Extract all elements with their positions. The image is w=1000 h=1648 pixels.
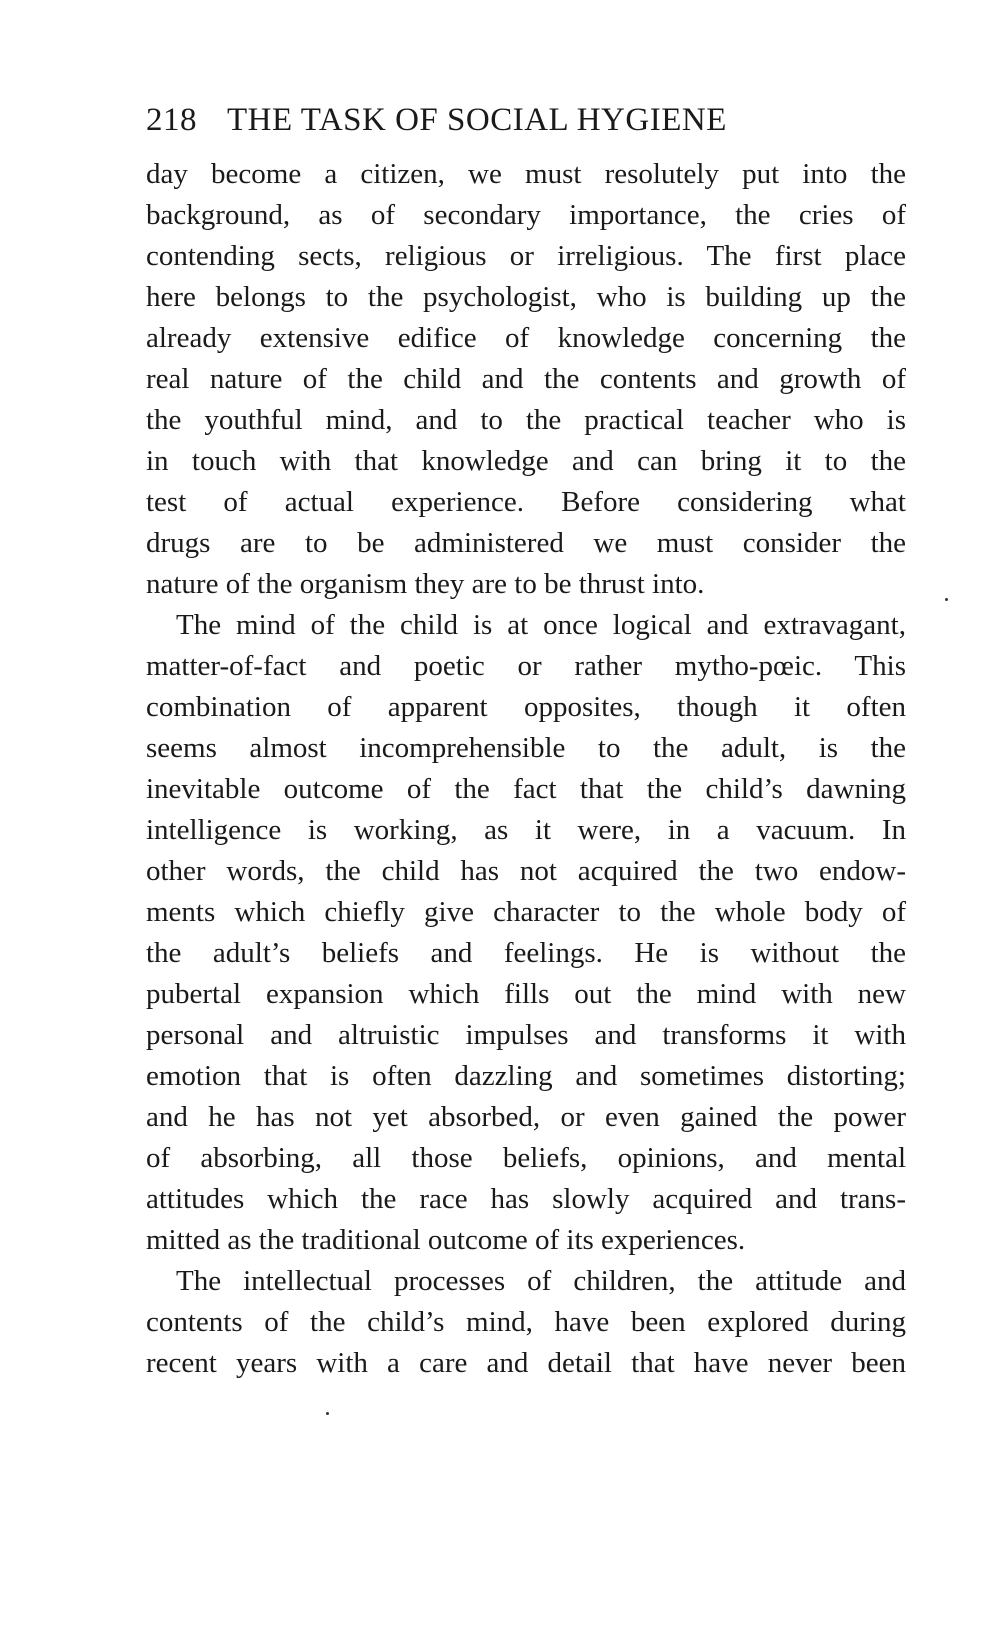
running-head	[146, 100, 906, 140]
text-line: here belongs to the psychologist, who is building up the	[146, 281, 906, 313]
text-line: recent years with a care and detail that have never been	[146, 1347, 906, 1379]
text-line: contending sects, religious or irreligious. The first place	[146, 240, 906, 272]
page-number: 218	[146, 102, 197, 138]
paragraph-2	[146, 605, 906, 1261]
text-line: in touch with that knowledge and can bring it to the	[146, 445, 906, 477]
text-line: other words, the child has not acquired the two endow-	[146, 855, 906, 887]
text-line: combination of apparent opposites, though it often	[146, 691, 906, 723]
text-line: contents of the child’s mind, have been explored during	[146, 1306, 906, 1338]
text-line: real nature of the child and the contents and growth of	[146, 363, 906, 395]
text-line: personal and altruistic impulses and transforms it with	[146, 1019, 906, 1051]
paragraph-3	[146, 1261, 906, 1384]
text-line: ments which chiefly give character to the whole body of	[146, 896, 906, 928]
text-line: and he has not yet absorbed, or even gained the power	[146, 1101, 906, 1133]
text-line: inevitable outcome of the fact that the child’s dawning	[146, 773, 906, 805]
text-line: drugs are to be administered we must consider the	[146, 527, 906, 559]
scan-speck	[945, 598, 948, 601]
text-line: of absorbing, all those beliefs, opinions, and mental	[146, 1142, 906, 1174]
text-line: mitted as the traditional outcome of its experiences.	[146, 1224, 746, 1256]
text-line: the youthful mind, and to the practical teacher who is	[146, 404, 906, 436]
text-line: intelligence is working, as it were, in a vacuum. In	[146, 814, 906, 846]
scan-speck	[326, 1412, 329, 1415]
text-line: test of actual experience. Before considering what	[146, 486, 906, 518]
text-line: pubertal expansion which fills out the mind with new	[146, 978, 906, 1010]
text-line: matter-of-fact and poetic or rather mytho-pœic. This	[146, 650, 906, 682]
text-line: nature of the organism they are to be thrust into.	[146, 568, 705, 600]
text-line: The intellectual processes of children, the attitude and	[176, 1265, 906, 1297]
text-line: emotion that is often dazzling and sometimes distorting;	[146, 1060, 906, 1092]
text-line: attitudes which the race has slowly acquired and trans-	[146, 1183, 906, 1215]
paragraph-1	[146, 154, 906, 605]
text-line: day become a citizen, we must resolutely put into the	[146, 158, 906, 190]
body-text	[146, 154, 906, 1384]
text-line: The mind of the child is at once logical and extravagant,	[176, 609, 906, 641]
text-line: background, as of secondary importance, the cries of	[146, 199, 906, 231]
text-line: already extensive edifice of knowledge concerning the	[146, 322, 906, 354]
text-line: seems almost incomprehensible to the adult, is the	[146, 732, 906, 764]
running-title: THE TASK OF SOCIAL HYGIENE	[227, 102, 727, 138]
text-line: the adult’s beliefs and feelings. He is without the	[146, 937, 906, 969]
